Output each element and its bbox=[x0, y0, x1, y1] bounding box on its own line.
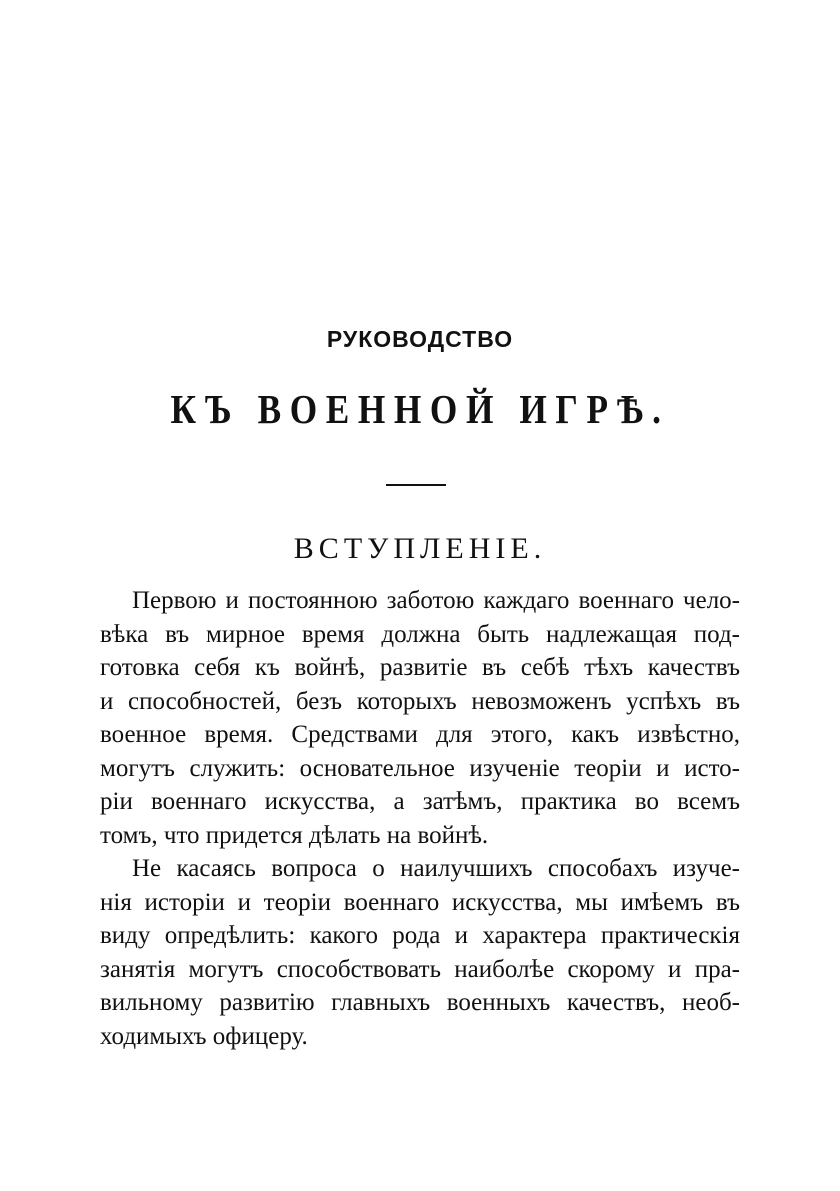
text-line: вѣка въ мирное время должна быть надлежащая под- bbox=[100, 620, 740, 648]
text-line: томъ, что придется дѣлать на войнѣ. bbox=[100, 821, 489, 849]
text-line: вильному развитію главныхъ военныхъ качествъ, необ- bbox=[100, 989, 740, 1016]
text-line: готовка себя къ войнѣ, развитіе въ себѣ тѣхъ качествъ bbox=[100, 654, 740, 681]
text-line: Не касаясь вопроса о наилучшихъ способахъ изуче- bbox=[132, 855, 740, 882]
paragraph-1 bbox=[100, 584, 740, 852]
running-head: РУКОВОДСТВО bbox=[326, 326, 514, 352]
body-text bbox=[100, 584, 740, 1053]
text-line: ходимыхъ офицеру. bbox=[100, 1022, 308, 1050]
text-line: ріи военнаго искусства, а затѣмъ, практика во всемъ bbox=[100, 788, 740, 815]
text-line: Первою и постоянною заботою каждаго военнаго чело- bbox=[132, 587, 740, 614]
paragraph-2 bbox=[100, 852, 740, 1053]
text-line: виду опредѣлить: какого рода и характера практическія bbox=[100, 922, 740, 949]
chapter-title: КЪ ВОЕННОЙ ИГРѢ. bbox=[170, 386, 670, 432]
text-line: и способностей, безъ которыхъ невозможенъ успѣхъ въ bbox=[100, 687, 740, 715]
text-line: нія исторіи и теоріи военнаго искусства, мы имѣемъ въ bbox=[100, 888, 740, 916]
text-line: военное время. Средствами для этого, какъ извѣстно, bbox=[100, 721, 740, 748]
text-line: могутъ служить: основательное изученіе теоріи и исто- bbox=[100, 754, 740, 782]
title-divider bbox=[386, 484, 446, 486]
text-line: занятія могутъ способствовать наиболѣе скорому и пра- bbox=[100, 955, 740, 983]
section-heading: ВСТУПЛЕНІЕ. bbox=[293, 532, 547, 565]
